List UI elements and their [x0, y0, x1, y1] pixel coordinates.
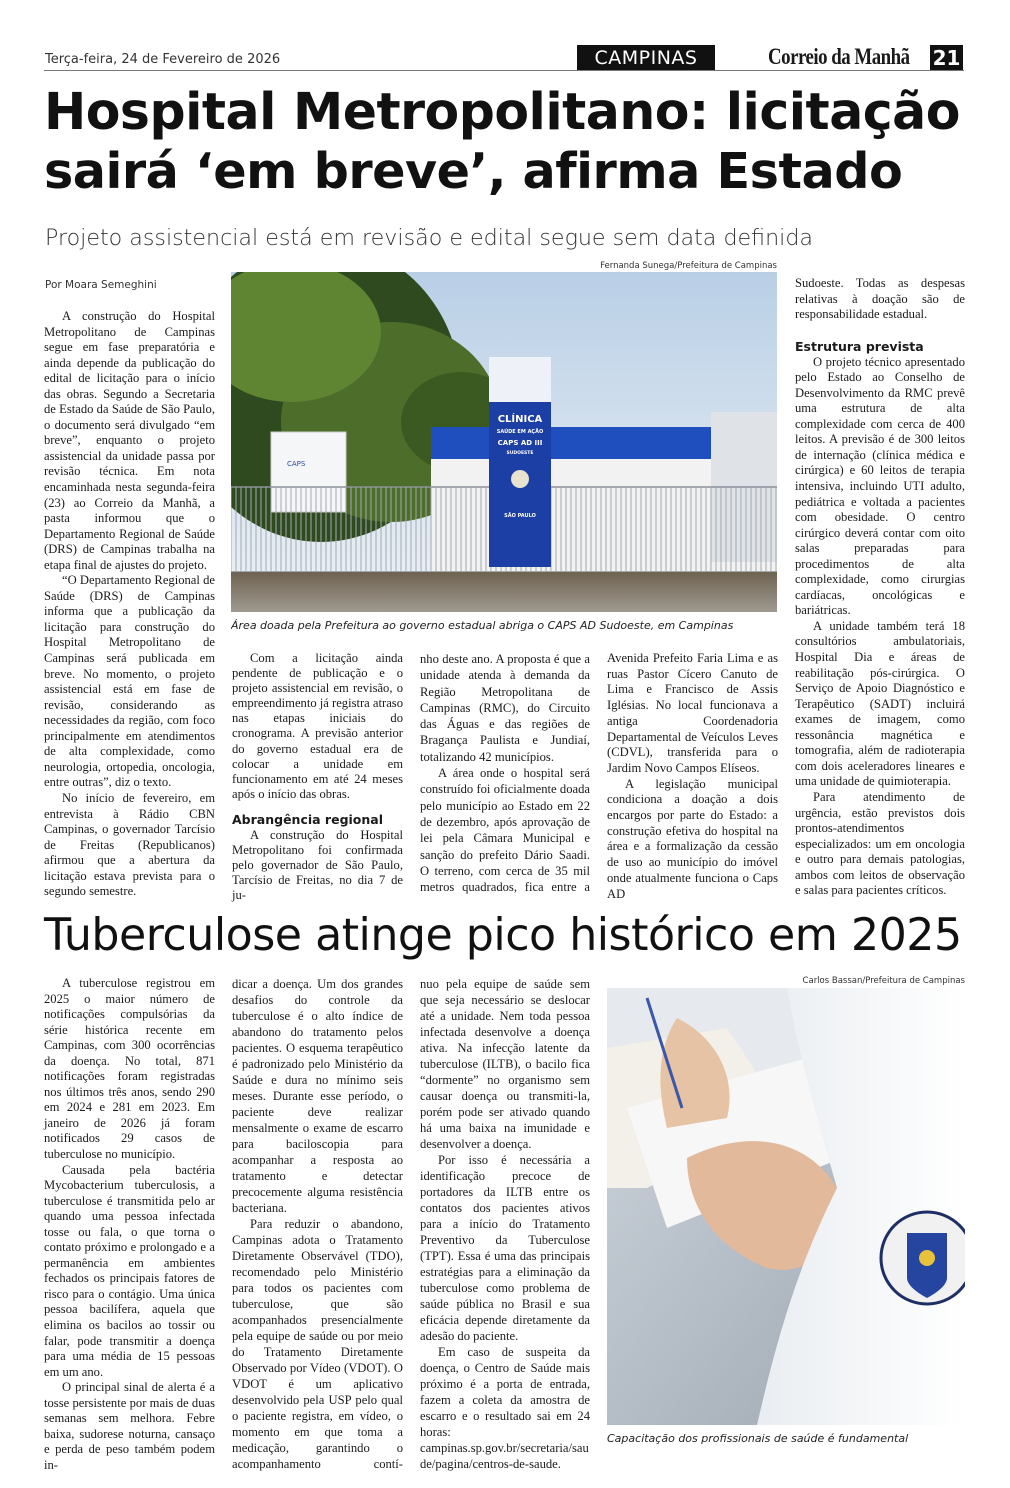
paragraph: A construção do Hospital Metropolitano de Campinas segue em fase preparatória e ainda depende da publicação do edital de licitação para o início das obras. Segundo a Secretaria de Estado da Saúde de São Paulo, o documento será divulgado “em breve”, enquanto o projeto assistencial da unidade passa por revisão técnica. Em nota encaminhada nesta segunda-feira (23) ao Correio da Manhã, a pasta informou que o Departamento Regional de Saúde (DRS) de Campinas trabalha na etapa final de ajustes do projeto.: [44, 309, 215, 572]
paragraph: No início de fevereiro, em entrevista à Rádio CBN Campinas, o governador Tarcísio de Freitas (Republicanos) afirmou que a abertura da licitação estava prevista para o segundo semestre.: [44, 790, 215, 899]
article2-column-2: [232, 976, 403, 1472]
photo-caption: Área doada pela Prefeitura ao governo estadual abriga o CAPS AD Sudoeste, em Campinas: [231, 619, 734, 632]
article1-column-3: [420, 651, 590, 895]
paragraph: A unidade também terá 18 consultórios ambulatoriais, Hospital Dia e áreas de reabilitação pós-cirúrgica. O Serviço de Apoio Diagnóstico e Terapêutico (SADT) incluirá exames de imagem, como ressonância magnética e tomografia, além de radioterapia com dois aceleradores lineares e uma unidade de quimioterapia.: [795, 618, 965, 789]
paragraph: A construção do Hospital Metropolitano foi confirmada pelo governador de São Paulo, Tarcísio de Freitas, no dia 7 de ju-: [232, 827, 403, 903]
paragraph: Para reduzir o abandono, Campinas adota o Tratamento Diretamente Observável (TDO), recomendado pelo Ministério para todos os pacientes com tuberculose, que são acompanhados presencialmente pela equipe de saúde ou por meio do Tratamento Diretamente Observado por Vídeo (VDOT). O VDOT é um aplicativo desenvolvido pela USP pelo qual o paciente registra, em vídeo, o momento em que toma a medicação, garantindo o acompanhamento contí-: [232, 1217, 403, 1471]
paragraph: Para atendimento de urgência, estão previstos dois prontos-atendimentos especializados: um em oncologia e outro para demais patologias, ambos com leitos de observação e salas para pacientes críticos.: [795, 789, 965, 898]
article-headline: Tuberculose atinge pico histórico em 2025: [44, 910, 962, 961]
paragraph: nuo pela equipe de saúde sem que seja necessário se deslocar até a unidade. Nem toda pessoa infectada desenvolve a doença ativa. Na infecção latente da tuberculose (ILTB), o bacilo fica “dormente” no organismo sem causar doença ou transmiti-la, porém pode ser ativado quando há uma baixa na imunidade e desenvolver a doença.: [420, 977, 590, 1151]
article-subtitle: Projeto assistencial está em revisão e edital segue sem data definida: [45, 225, 813, 251]
byline: Por Moara Semeghini: [45, 279, 157, 291]
header-divider: [44, 70, 964, 71]
sign-sudoeste: SUDOESTE: [506, 451, 534, 456]
edition-date: Terça-feira, 24 de Fevereiro de 2026: [45, 52, 281, 67]
paragraph: A tuberculose registrou em 2025 o maior número de notificações compulsórias da série histórica recente em Campinas, com 300 ocorrências da doença. No total, 871 notificações foram registradas nos últimos três anos, sendo 290 em 2024 e 281 em 2023. Em janeiro de 2026 já foram notificados 29 casos de tuberculose no município.: [44, 976, 215, 1162]
paragraph: Em caso de suspeita da doença, o Centro de Saúde mais próximo é a porta de entrada, fazem a coleta da amostra de escarro e o resultado sai em 24 horas: campinas.sp.gov.br/secretaria/saude/pagina/centros-de-saude.: [420, 1345, 590, 1471]
subheading: Abrangência regional: [232, 811, 384, 827]
small-sign-text: CAPS: [287, 460, 306, 468]
article2-column-3: [420, 976, 590, 1472]
article-headline: [44, 84, 964, 198]
article1-column-5: [795, 276, 965, 899]
page-number: 21: [930, 45, 963, 70]
sign-saude: SAÚDE EM AÇÃO: [496, 429, 544, 435]
article1-column-2: [232, 651, 403, 903]
photo-credit: Fernanda Sunega/Prefeitura de Campinas: [600, 261, 777, 271]
sign-caps: CAPS AD III: [497, 439, 543, 447]
article1-column-1: [44, 309, 215, 900]
article-headline-line2: sairá ‘em breve’, afirma Estado: [44, 141, 903, 200]
paragraph: Por isso é necessária a identificação precoce de portadores da ILTB entre os contatos dos pacientes ativos para a início do Tratamento Preventivo da Tuberculose (TPT). Essa é uma das principais estratégias para a eliminação da tuberculose como problema de saúde pública no Brasil e sua eficácia depende diretamente da adesão do paciente.: [420, 1153, 590, 1343]
paragraph: Causada pela bactéria Mycobacterium tuberculosis, a tuberculose é transmitida pelo ar quando uma pessoa infectada tosse ou fala, o que torna o contato próximo e prolongado e a permanência em ambientes fechados os principais fatores de risco para o contágio. Uma única pessoa bacilífera, aquela que elimina os bacilos ao tossir ou falar, pode transmitir a doença para uma média de 15 pessoas em um ano.: [44, 1162, 215, 1379]
subheading: Estrutura prevista: [795, 338, 924, 354]
paragraph: A área onde o hospital será construído foi oficialmente doada pelo município ao Estado em 22 de dezembro, após aprovação de lei pela Câmara Municipal e sanção do prefeito Dário Saadi. O terreno, com cerca de 35 mil metros quadrados, fica entre a: [420, 766, 590, 895]
paragraph: O principal sinal de alerta é a tosse persistente por mais de duas semanas sem melhora. Febre baixa, sudorese noturna, cansaço e perda de peso também podem in-: [44, 1380, 215, 1472]
sign-state: SÃO PAULO: [504, 513, 536, 519]
paragraph: Sudoeste. Todas as despesas relativas à doação são de responsabilidade estadual.: [795, 276, 965, 322]
hospital-site-photo: [231, 272, 777, 612]
paragraph: “O Departamento Regional de Saúde (DRS) de Campinas informa que a publicação da licitação para construção do Hospital Metropolitano de Campinas será publicada em breve. No momento, o projeto assistencial está em fase de revisão, considerando as necessidades da região, com foco principalmente em atendimentos de alta complexidade, como neurologia, ortopedia, oncologia, entre outras”, diz o texto.: [44, 573, 215, 790]
article-headline-line1: Hospital Metropolitano: licitação: [44, 82, 960, 141]
paragraph: nho deste ano. A proposta é que a unidade atenda à demanda da Região Metropolitana de Campinas (RMC), do Circuito das Águas e das regiões de Bragança Paulista e Jundiaí, totalizando 42 municípios.: [420, 652, 590, 764]
paragraph: O projeto técnico apresentado pelo Estado ao Conselho de Desenvolvimento da RMC prevê uma estrutura de alta complexidade com cerca de 400 leitos. A previsão é de 300 leitos de internação (clínica médica e cirúrgica) e 60 leitos de terapia intensiva, incluindo UTI adulto, pediátrica e voltada a pacientes com obesidade. O centro cirúrgico deverá contar com oito salas preparadas para procedimentos de alta complexidade, como cirurgias cardíacas, oncológicas e bariátricas.: [795, 354, 965, 618]
health-worker-writing-photo: [607, 988, 965, 1425]
paragraph: dicar a doença. Um dos grandes desafios do controle da tuberculose é o alto índice de abandono do tratamento pelos pacientes. O esquema terapêutico é padronizado pelo Ministério da Saúde e dura no mínimo seis meses. Durante esse período, o paciente deve realizar mensalmente o exame de escarro para baciloscopia para acompanhar a resposta ao tratamento e detectar precocemente alguma resistência bacteriana.: [232, 977, 403, 1215]
article2-column-1: [44, 976, 215, 1474]
paragraph: Com a licitação ainda pendente de publicação e o projeto assistencial em revisão, o empreendimento já registra atraso nas etapas iniciais do cronograma. A previsão anterior do governo estadual era de colocar a unidade em funcionamento em até 24 meses após o início das obras.: [232, 651, 403, 801]
photo-caption: Capacitação dos profissionais de saúde é fundamental: [607, 1432, 909, 1445]
sign-clinica: CLÍNICA: [497, 414, 543, 425]
photo-credit: Carlos Bassan/Prefeitura de Campinas: [802, 976, 965, 986]
paragraph: A legislação municipal condiciona a doação a dois encargos por parte do Estado: a construção efetiva do hospital na área e a formalização da cessão de uso ao município do imóvel onde atualmente funciona o Caps AD: [607, 776, 778, 901]
paragraph: Avenida Prefeito Faria Lima e as ruas Pastor Cícero Canuto de Lima e Francisco de Assis Iglésias. No local funcionava a antiga Coordenadoria Departamental de Veículos Leves (CDVL), transferida para o Jardim Novo Campos Elíseos.: [607, 651, 778, 775]
newspaper-logo: Correio da Manhã: [768, 44, 910, 69]
article1-column-4: [607, 651, 778, 902]
section-label: CAMPINAS: [577, 45, 715, 70]
